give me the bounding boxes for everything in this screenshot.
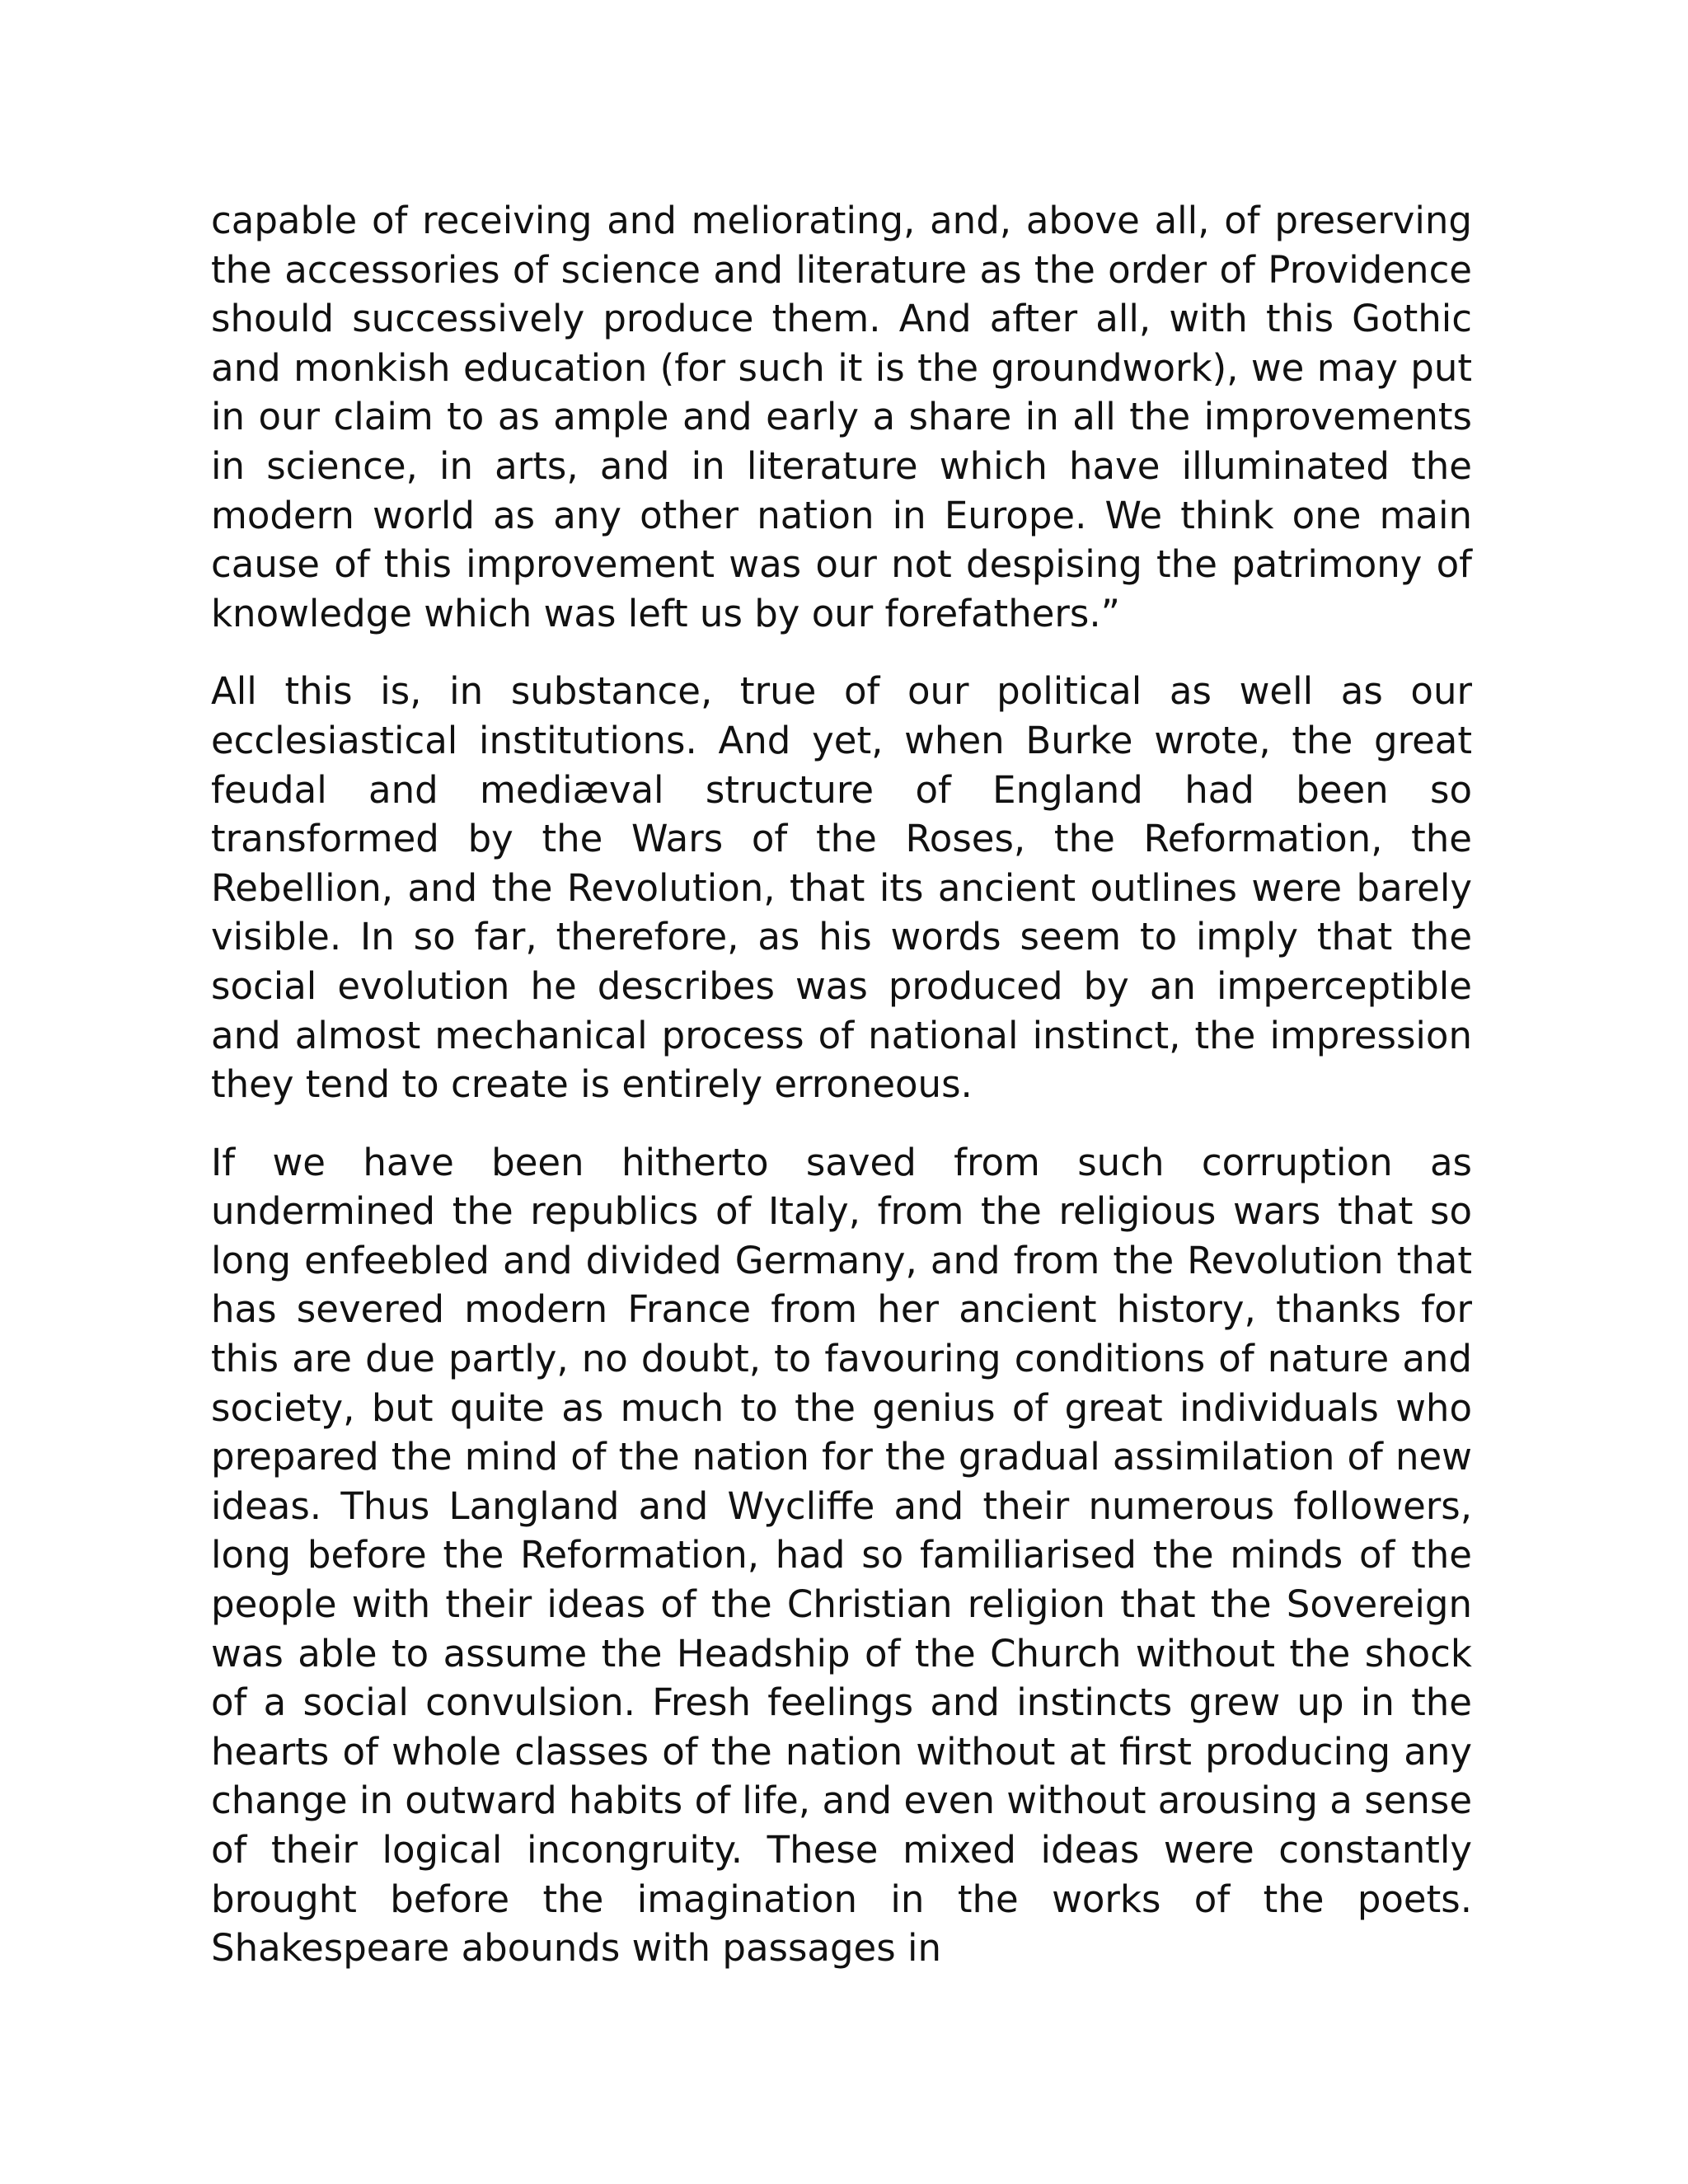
paragraph-3: If we have been hitherto saved from such corruption as undermined the republics of Italy, from the religious wars that so long enfeebled and divided Germany, and from the Revolution that has severed modern France from her ancient history, thanks for this are due partly, no doubt, to favouring conditions of nature and society, but quite as much to the genius of great individuals who prepared the mind of the nation for the gradual assimilation of new ideas. Thus Langland and Wycliffe and their numerous followers, long before the Reformation, had so familiarised the minds of the people with their ideas of the Christian religion that the Sovereign was able to assume the Headship of the Church without the shock of a social convulsion. Fresh feelings and instincts grew up in the hearts of whole classes of the nation without at first producing any change in outward habits of life, and even without arousing a sense of their logical incongruity. These mixed ideas were constantly brought before the imagination in the works of the poets. Shakespeare abounds with passages in: [211, 1140, 1472, 1971]
paragraph-2: All this is, in substance, true of our political as well as our ecclesiastical institutions. And yet, when Burke wrote, the great feudal and mediæval structure of England had been so transformed by the Wars of the Roses, the Reformation, the Rebellion, and the Revolution, that its ancient outlines were barely visible. In so far, therefore, as his words seem to imply that the social evolution he describes was produced by an imperceptible and almost mechanical process of national instinct, the impression they tend to create is entirely erroneous.: [211, 669, 1472, 1107]
body-text: [211, 196, 1472, 2002]
paragraph-1: capable of receiving and meliorating, and, above all, of preserving the accessories of science and literature as the order of Providence should successively produce them. And after all, with this Gothic and monkish education (for such it is the groundwork), we may put in our claim to as ample and early a share in all the improvements in science, in arts, and in literature which have illuminated the modern world as any other nation in Europe. We think one main cause of this improvement was our not despising the patrimony of knowledge which was left us by our forefathers.”: [211, 199, 1472, 635]
